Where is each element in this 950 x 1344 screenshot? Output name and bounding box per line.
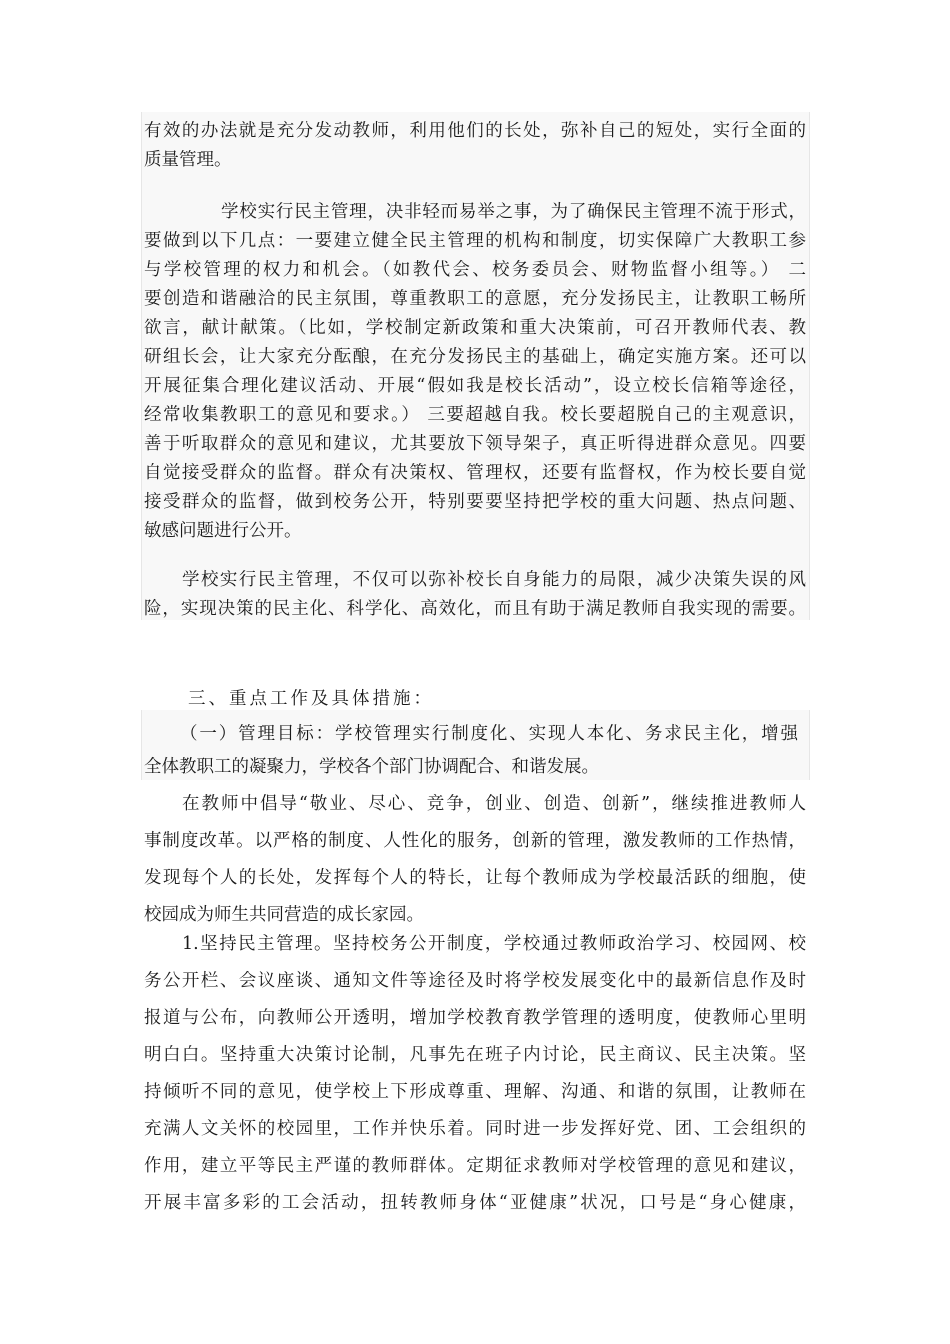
block-a-p3-line: 险，实现决策的民主化、科学化、高效化，而且有助于满足教师自我实现的需要。	[144, 599, 806, 619]
para-c-line: 校园成为师生共同营造的成长家园。	[144, 905, 424, 925]
block-a-p2-line: 研组长会，让大家充分酝酿，在充分发扬民主的基础上，确定实施方案。还可以	[144, 347, 806, 367]
block-b-line: 全体教职工的凝聚力，学校各个部门协调配合、和谐发展。	[144, 757, 599, 777]
block-a-p2-line: 开展征集合理化建议活动、开展“假如我是校长活动”，设立校长信箱等途径，	[144, 376, 806, 396]
block-a-p2-line: 接受群众的监督，做到校务公开，特别要要坚持把学校的重大问题、热点问题、	[144, 492, 806, 512]
block-a-p2-line: 经常收集教职工的意见和要求。） 三要超越自我。校长要超脱自己的主观意识，	[144, 405, 806, 425]
section-heading: 三、重点工作及具体措施：	[188, 689, 434, 709]
para-d-line: 持倾听不同的意见，使学校上下形成尊重、理解、沟通、和谐的氛围，让教师在	[144, 1082, 806, 1102]
block-b-line: （一）管理目标：学校管理实行制度化、实现人本化、务求民主化，增强	[180, 724, 798, 744]
para-d-line: 务公开栏、会议座谈、通知文件等途径及时将学校发展变化中的最新信息作及时	[144, 971, 806, 991]
block-a-p2-line: 学校实行民主管理，决非轻而易举之事，为了确保民主管理不流于形式，	[221, 202, 806, 222]
block-a-p1-line: 质量管理。	[144, 150, 232, 170]
block-a-p2-line: 自觉接受群众的监督。群众有决策权、管理权，还要有监督权，作为校长要自觉	[144, 463, 806, 483]
para-d-line: 报道与公布，向教师公开透明，增加学校教育教学管理的透明度，使教师心里明	[144, 1008, 806, 1028]
para-d-line: 1.坚持民主管理。坚持校务公开制度，学校通过教师政治学习、校园网、校	[182, 934, 806, 954]
block-a-p2-line: 要做到以下几点：一要建立健全民主管理的机构和制度，切实保障广大教职工参	[144, 231, 806, 251]
block-a-p2-line: 要创造和谐融洽的民主氛围，尊重教职工的意愿，充分发扬民主，让教职工畅所	[144, 289, 806, 309]
para-c-line: 事制度改革。以严格的制度、人性化的服务，创新的管理，激发教师的工作热情，	[144, 831, 806, 851]
para-d-line: 充满人文关怀的校园里，工作并快乐着。同时进一步发挥好党、团、工会组织的	[144, 1119, 806, 1139]
block-a-p2-line: 善于听取群众的意见和建议，尤其要放下领导架子，真正听得进群众意见。四要	[144, 434, 806, 454]
para-c-line: 发现每个人的长处，发挥每个人的特长，让每个教师成为学校最活跃的细胞，使	[144, 868, 806, 888]
para-d-line: 作用，建立平等民主严谨的教师群体。定期征求教师对学校管理的意见和建议，	[144, 1156, 806, 1176]
para-d-line: 开展丰富多彩的工会活动，扭转教师身体“亚健康”状况，口号是“身心健康，	[144, 1193, 806, 1213]
block-a-p2-line: 敏感问题进行公开。	[144, 521, 302, 541]
block-a-p3-line: 学校实行民主管理，不仅可以弥补校长自身能力的局限，减少决策失误的风	[182, 570, 806, 590]
block-a-p1-line: 有效的办法就是充分发动教师，利用他们的长处，弥补自己的短处，实行全面的	[144, 121, 806, 141]
para-c-line: 在教师中倡导“敬业、尽心、竞争，创业、创造、创新”，继续推进教师人	[182, 794, 806, 814]
block-a-p2-line: 欲言，献计献策。（比如，学校制定新政策和重大决策前，可召开教师代表、教	[144, 318, 806, 338]
para-d-line: 明白白。坚持重大决策讨论制，凡事先在班子内讨论，民主商议、民主决策。坚	[144, 1045, 806, 1065]
block-a-p2-line: 与学校管理的权力和机会。（如教代会、校务委员会、财物监督小组等。） 二	[144, 260, 806, 280]
